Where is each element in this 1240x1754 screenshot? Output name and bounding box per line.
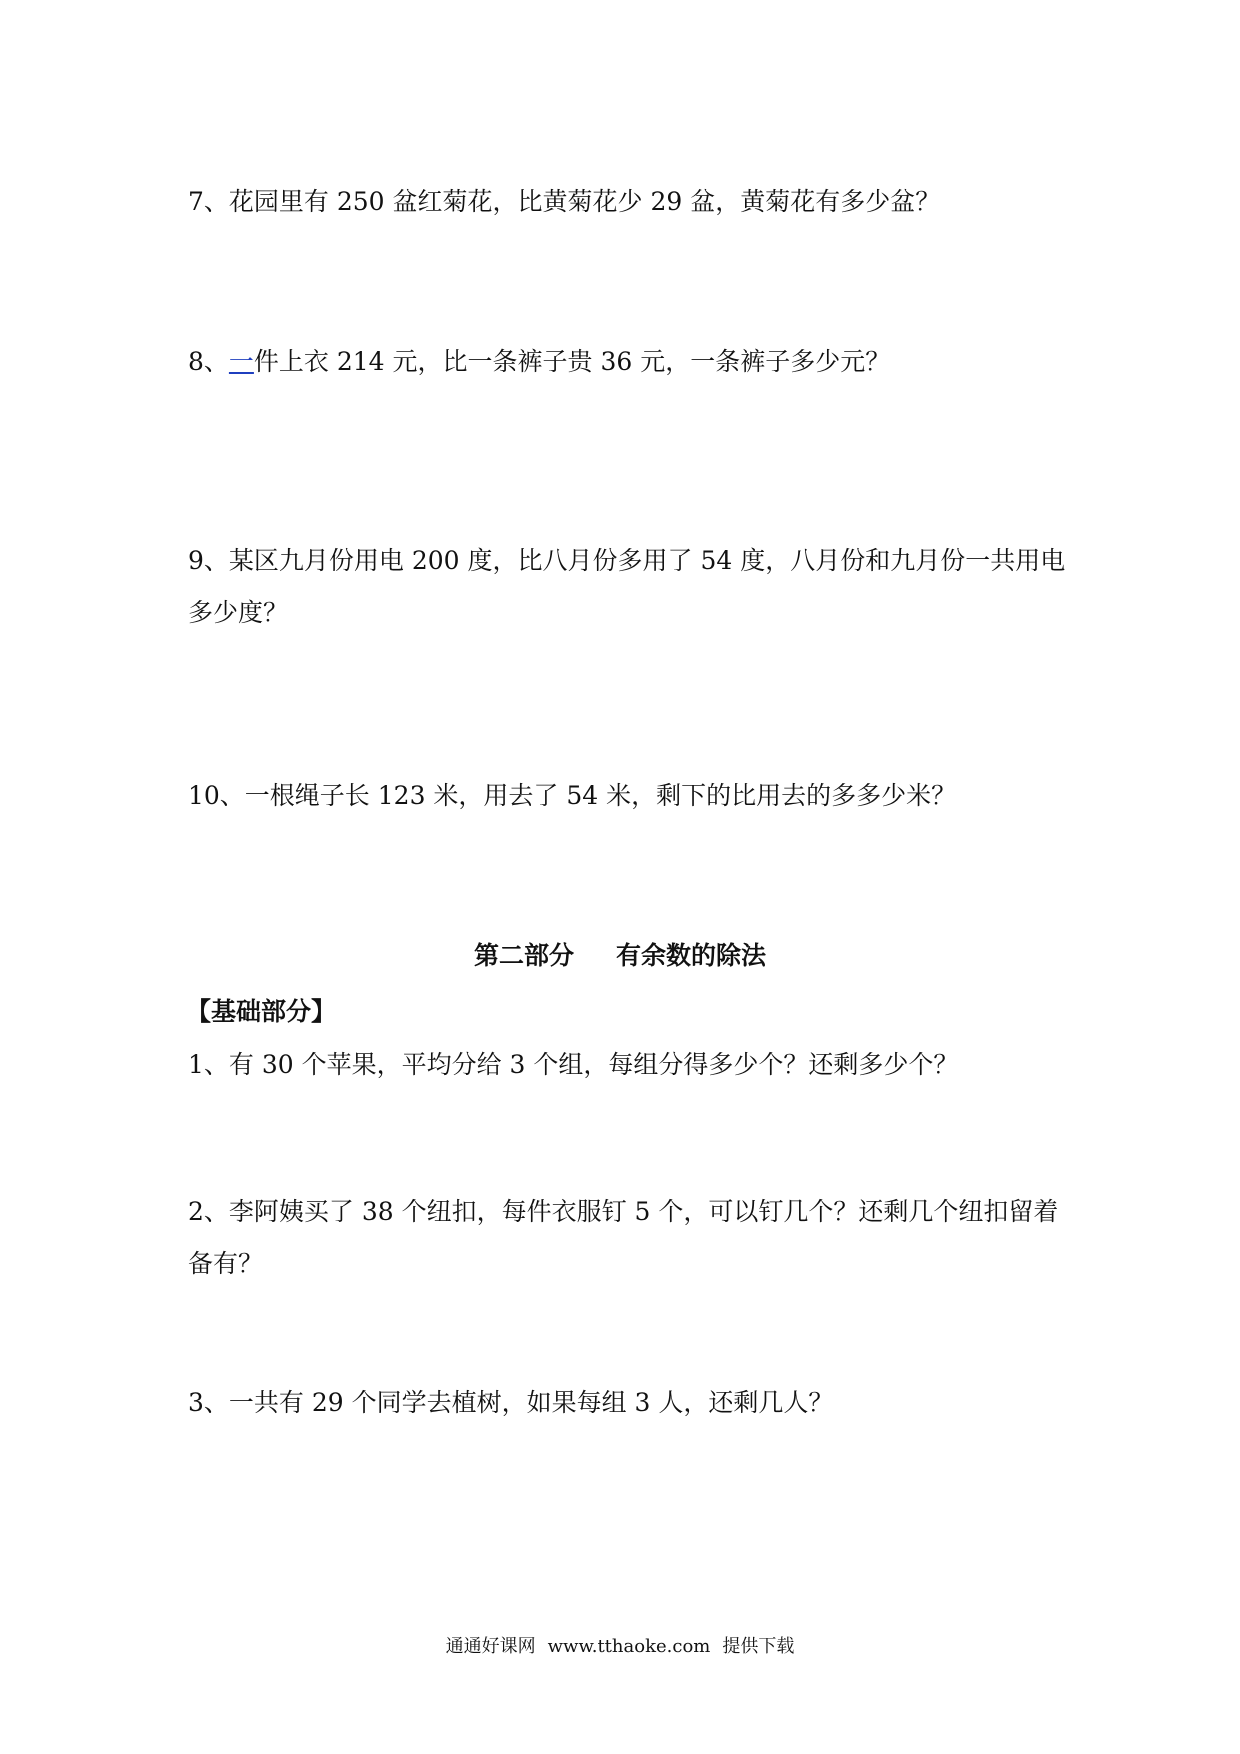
footer-url[interactable]: www.tthaoke.com (547, 1636, 711, 1657)
subsection-heading: 【基础部分】 (186, 997, 337, 1026)
question-7: 7、花园里有 250 盆红菊花，比黄菊花少 29 盆，黄菊花有多少盆？ (188, 187, 941, 216)
footer-site-name: 通通好课网 (445, 1636, 536, 1657)
question-8-link[interactable]: 一 (228, 347, 254, 376)
question-9: 9、某区九月份用电 200 度，比八月份多用了 54 度，八月份和九月份一共用电多少度？ (188, 546, 1066, 627)
section-title (0, 936, 1240, 976)
page-footer (0, 1632, 1240, 1662)
section-title-topic: 有余数的除法 (616, 941, 767, 970)
section-title-part: 第二部分 (473, 941, 574, 970)
division-question-2: 2、李阿姨买了 38 个纽扣，每件衣服钉 5 个，可以钉几个？还剩几个纽扣留着备有？ (188, 1197, 1059, 1278)
question-8 (188, 336, 1068, 388)
question-8-text: 件上衣 214 元，比一条裤子贵 36 元，一条裤子多少元？ (253, 347, 891, 376)
division-question-3: 3、一共有 29 个同学去植树，如果每组 3 人，还剩几人？ (188, 1388, 834, 1417)
question-10: 10、一根绳子长 123 米，用去了 54 米，剩下的比用去的多多少米？ (188, 781, 957, 810)
footer-note: 提供下载 (722, 1636, 795, 1657)
division-question-1: 1、有 30 个苹果，平均分给 3 个组，每组分得多少个？还剩多少个？ (188, 1050, 959, 1079)
question-8-number: 8、 (188, 347, 229, 376)
